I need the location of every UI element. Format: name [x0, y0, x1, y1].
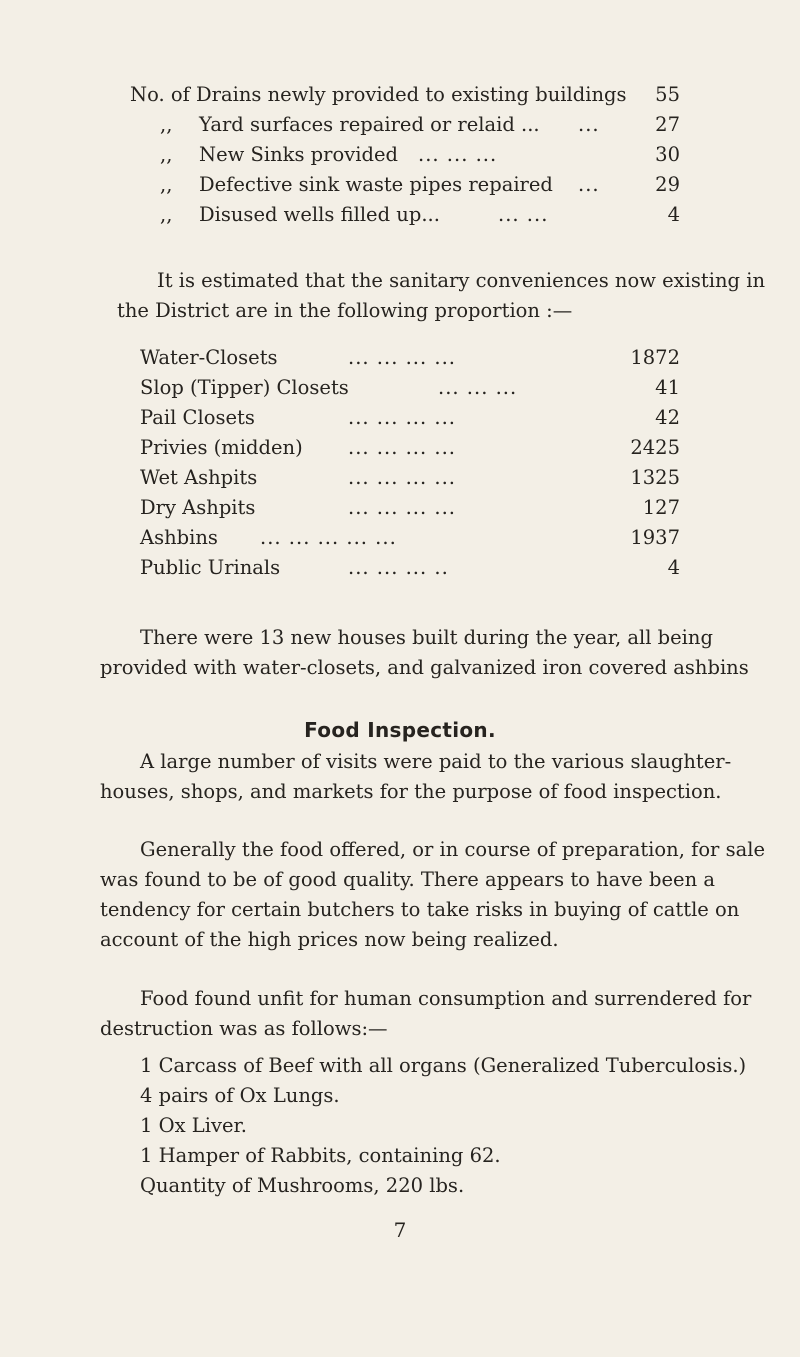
- drains-item-label: Defective sink waste pipes repaired: [199, 173, 553, 196]
- leader-dots: ...: [578, 113, 600, 136]
- paragraph-line: destruction was as follows:—: [100, 1017, 388, 1040]
- conveniences-intro: the District are in the following proportion :—: [117, 299, 573, 322]
- convenience-label: Privies (midden): [140, 436, 303, 459]
- drains-first-label: No. of Drains newly provided to existing buildings: [130, 83, 627, 106]
- list-item: 1 Carcass of Beef with all organs (Generalized Tuberculosis.): [140, 1054, 747, 1077]
- paragraph-line: A large number of visits were paid to the various slaughter-: [140, 750, 732, 773]
- leader-dots: ... ... ...: [418, 143, 498, 166]
- paragraph-line: There were 13 new houses built during the year, all being: [140, 626, 713, 649]
- leader-dots: ... ... ...: [438, 376, 518, 399]
- leader-dots: ... ... ... ...: [348, 346, 456, 369]
- convenience-value: 2425: [630, 436, 680, 459]
- leader-dots: ... ... ... ...: [348, 436, 456, 459]
- drains-item-value: 27: [655, 113, 680, 136]
- paragraph-line: was found to be of good quality. There appears to have been a: [100, 868, 715, 891]
- convenience-label: Slop (Tipper) Closets: [140, 376, 349, 399]
- convenience-label: Dry Ashpits: [140, 496, 256, 519]
- list-item: 1 Ox Liver.: [140, 1114, 247, 1137]
- convenience-value: 1872: [630, 346, 680, 369]
- leader-dots: ... ...: [498, 203, 549, 226]
- page-number: 7: [393, 1218, 407, 1242]
- drains-item-value: 29: [655, 173, 680, 196]
- leader-dots: ... ... ... ..: [348, 556, 449, 579]
- list-item: 1 Hamper of Rabbits, containing 62.: [140, 1144, 501, 1167]
- leader-dots: ...: [578, 173, 600, 196]
- convenience-label: Ashbins: [140, 526, 218, 549]
- convenience-label: Water-Closets: [140, 346, 278, 369]
- ditto-mark: ,,: [160, 173, 173, 196]
- section-heading: Food Inspection.: [304, 718, 496, 742]
- leader-dots: ... ... ... ...: [348, 496, 456, 519]
- convenience-value: 1937: [630, 526, 680, 549]
- leader-dots: ... ... ... ...: [348, 466, 456, 489]
- list-item: 4 pairs of Ox Lungs.: [140, 1084, 340, 1107]
- paragraph-line: account of the high prices now being realized.: [100, 928, 559, 951]
- convenience-label: Pail Closets: [140, 406, 255, 429]
- drains-item-label: Yard surfaces repaired or relaid ...: [199, 113, 540, 136]
- convenience-value: 41: [655, 376, 680, 399]
- leader-dots: ... ... ... ...: [348, 406, 456, 429]
- convenience-value: 1325: [630, 466, 680, 489]
- paragraph-line: Generally the food offered, or in course of preparation, for sale: [140, 838, 765, 861]
- drains-item-value: 4: [667, 203, 680, 226]
- drains-item-label: New Sinks provided: [199, 143, 398, 166]
- leader-dots: ... ... ... ... ...: [260, 526, 397, 549]
- list-item: Quantity of Mushrooms, 220 lbs.: [140, 1174, 465, 1197]
- convenience-value: 127: [642, 496, 680, 519]
- convenience-value: 42: [655, 406, 680, 429]
- convenience-label: Public Urinals: [140, 556, 281, 579]
- drains-item-label: Disused wells filled up...: [199, 203, 440, 226]
- ditto-mark: ,,: [160, 203, 173, 226]
- convenience-value: 4: [667, 556, 680, 579]
- conveniences-intro: It is estimated that the sanitary conveniences now existing in: [157, 269, 766, 292]
- ditto-mark: ,,: [160, 113, 173, 136]
- paragraph-line: tendency for certain butchers to take risks in buying of cattle on: [100, 898, 740, 921]
- convenience-label: Wet Ashpits: [140, 466, 258, 489]
- drains-first-value: 55: [655, 83, 680, 106]
- drains-item-value: 30: [655, 143, 680, 166]
- paragraph-line: Food found unfit for human consumption and surrendered for: [140, 987, 752, 1010]
- paragraph-line: provided with water-closets, and galvanized iron covered ashbins: [100, 656, 749, 679]
- paragraph-line: houses, shops, and markets for the purpose of food inspection.: [100, 780, 722, 803]
- ditto-mark: ,,: [160, 143, 173, 166]
